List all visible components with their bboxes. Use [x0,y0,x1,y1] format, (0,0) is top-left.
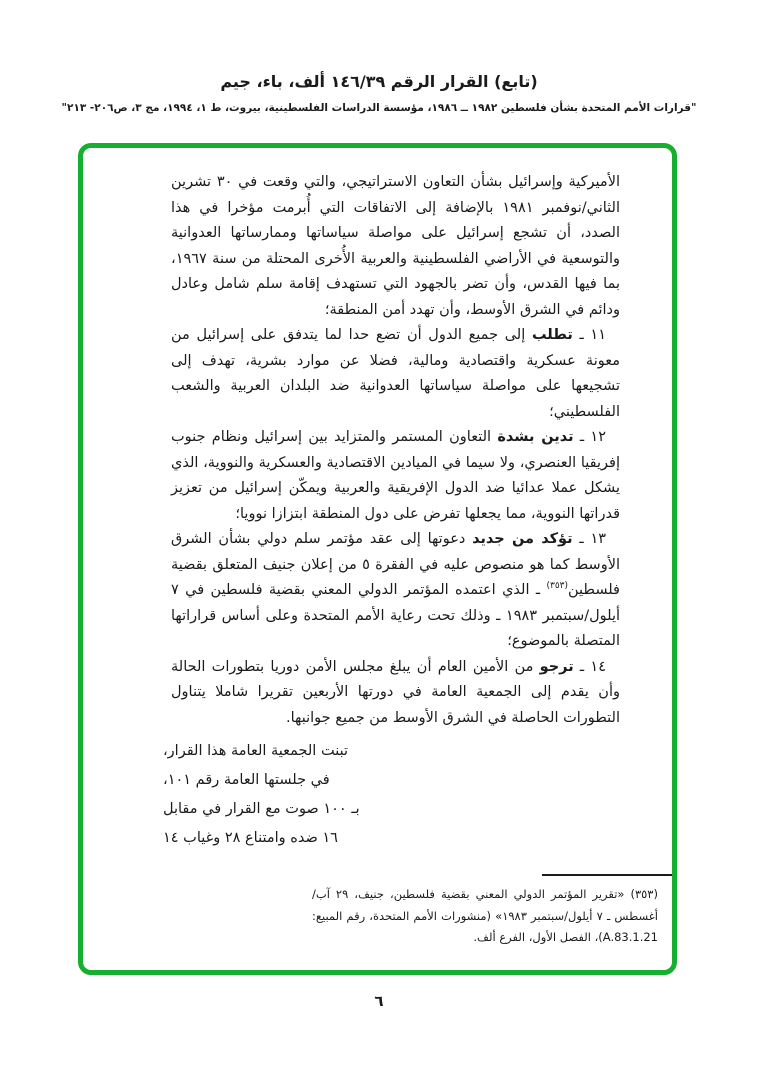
resolution-text [163,170,621,853]
source-citation: "قرارات الأمم المتحدة بشأن فلسطين ١٩٨٢ ــ ١٩٨٦، مؤسسة الدراسات الفلسطينية، بيروت، ط ١، ١٩٩٤، مج ٣، ص٢٠٦- ٢١٣" [61,102,697,114]
clause-11-verb: تطلب [531,327,573,343]
clause-14-number: ١٤ ـ [573,658,606,675]
adoption-line-1: تبنت الجمعية العامة هذا القرار، [163,743,348,759]
clause-11-number: ١١ ـ [572,327,606,343]
clause-12-verb: تدين بشدة [497,429,574,445]
adoption-note [163,737,620,853]
clause-14-text: من الأمين العام أن يبلغ مجلس الأمن دوريا بتطورات الحالة وأن يقدم إلى الجمعية العامة في دورتها الأربعين تقريرا شاملا يتناول التطورات الحاصلة في الشرق الأوسط من جميع جوانبها. [171,658,620,726]
clause-13-text-after: ـ الذي اعتمده المؤتمر الدولي المعني بقضية فلسطين في ٧ أيلول/سبتمبر ١٩٨٣ ـ وذلك تحت رعاية الأمم المتحدة وعلى أساس قراراتها المتصلة بالموضوع؛ [171,582,621,649]
paragraph-continuation: الأميركية وإسرائيل بشأن التعاون الاستراتيجي، والتي وقعت في ٣٠ تشرين الثاني/نوفمبر ١٩٨١ بالإضافة إلى الاتفاقات التي أُبرمت مؤخرا في هذا الصدد، أن تشجع إسرائيل على مواصلة سياساتها وممارساتها العدوانية والتوسعية في الأراضي الفلسطينية والعربية الأُخرى المحتلة من سنة ١٩٦٧، بما فيها القدس، وأن تضر بالجهود التي تستهدف إقامة سلم شامل وعادل ودائم في الشرق الأوسط، وأن تهدد أمن المنطقة؛ [171,174,621,318]
clause-13-text-before: دعوتها إلى عقد مؤتمر سلم دولي بشأن الشرق الأوسط كما هو منصوص عليه في الفقرة ٥ من إعلان جنيف المتعلق بقضية فلسطين [171,531,620,598]
footnote-marker: (٣٥٣) [630,887,658,901]
adoption-line-2: في جلستها العامة رقم ١٠١، [163,772,330,788]
clause-11-text: إلى جميع الدول أن تضع حدا لما يتدفق على إسرائيل من معونة عسكرية واقتصادية ومالية، فضلا عن موارد بشرية، تهدف إلى تشجيعها على مواصلة سياساتها العدوانية ضد البلدان العربية والشعب الفلسطيني؛ [171,327,620,420]
clause-11 [171,323,620,425]
footnote-353 [312,884,658,949]
clause-14-verb: ترجو [539,658,574,675]
clause-12-text: التعاون المستمر والمتزايد بين إسرائيل ونظام جنوب إفريقيا العنصري، ولا سيما في الميادين الاقتصادية والعسكرية والنووية، الذي يشكل عملا عدائيا ضد الدول الإفريقية والعربية ويمكّن إسرائيل من تعزيز قدراتها النووية، مما يجعلها تفرض على دول المنطقة ابتزازا نوويا؛ [171,429,620,522]
clause-13-number: ١٣ ـ [572,531,607,547]
content-frame [78,143,677,975]
adoption-line-4: ١٦ ضده وامتناع ٢٨ وغياب ١٤ [163,830,338,846]
page-number: ٦ [374,992,384,1010]
page-title: (تابع) القرار الرقم ١٤٦/٣٩ ألف، باء، جيم [220,72,538,91]
clause-12 [171,425,620,527]
footnote-divider [542,874,672,876]
adoption-line-3: بـ ١٠٠ صوت مع القرار في مقابل [163,801,360,817]
clause-13-verb: تؤكد من جديد [472,531,573,547]
clause-14 [171,655,620,732]
clause-13 [171,527,620,655]
clause-12-number: ١٢ ـ [573,429,606,445]
footnote-text: «تقرير المؤتمر الدولي المعني بقضية فلسطين، جنيف، ٢٩ آب/أغسطس ـ ٧ أيلول/سبتمبر ١٩٨٣» (منشورات الأمم المتحدة، رقم المبيع: A.83.1.21)، الفصل الأول، الفرع ألف. [312,887,658,944]
footnote-reference-353: (٣٥٣) [546,581,569,592]
